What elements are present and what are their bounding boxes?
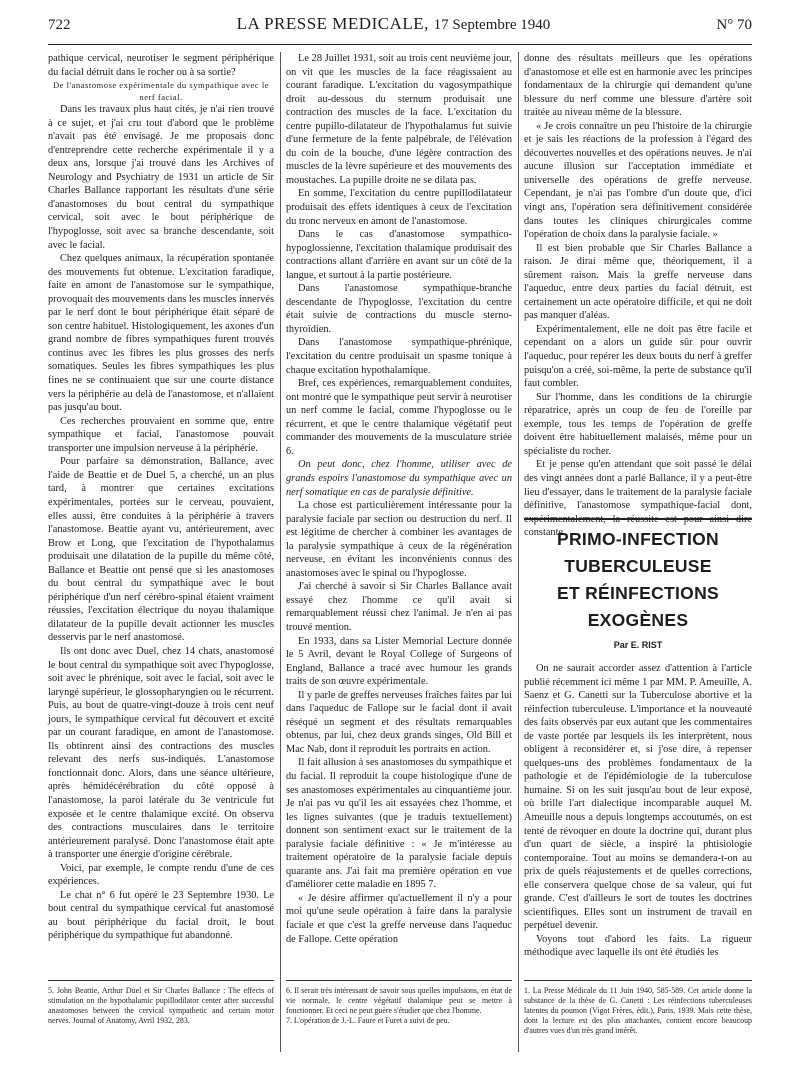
paragraph: Il est bien probable que Sir Charles Ballance a raison. Je dirai même que, théoriquement, il a sûrement raison. Mais la greffe nerveuse dans l'aqueduc, entre deux parties du facial détruit, est certainement un acte opératoire difficile, et qui ne doit pas manquer d'aléas. xyxy=(524,242,752,322)
article-title-line: PRIMO-INFECTION xyxy=(557,529,719,549)
paragraph: En 1933, dans sa Lister Memorial Lecture donnée le 5 Avril, devant le Royal College of Surgeons of England, Ballance a tracé avec humour les grands traits de son œuvre expérimentale. xyxy=(286,635,512,688)
paragraph: Voici, par exemple, le compte rendu d'une de ces expériences. xyxy=(48,862,274,888)
paragraph: On peut donc, chez l'homme, utiliser avec de grands espoirs l'anastomose du sympathique avec un nerf somatique en cas de paralysie définitive. xyxy=(286,459,512,498)
paragraph: Bref, ces expériences, remarquablement conduites, ont montré que le sympathique peut servir à neurotiser un nerf comme le facial, comme l'hypoglosse ou le récurrent, et que le centre thalamique végétatif peut commander des mouvements de la musculature striée 6. xyxy=(286,378,512,457)
paragraph: Ils ont donc avec Duel, chez 14 chats, anastomosé le bout central du sympathique soit avec l'hypoglosse, soit avec le phrénique, soit avec le facial, soit avec le laryngé supérieur, le glossopharyngien ou le récurrent. Puis, au bout de quatre-vingt-douze à trois cent neuf jours, le sympathique cervical fut découvert et excité par un courant faradique, en amont de l'anastomose. Ils obtinrent ainsi des contractions des muscles relevant des nerfs sus-indiqués. L'anastomose fonctionnait donc. Alors, dans une séance ultérieure, après hémidécérébration du côté opposé à l'anastomose, la paroi latérale du 3e ventricule fut exposée et le centre thalamique excité. On observa des contractions musculaires dans le territoire antérieurement paralysé. Donc l'anastomose était apte à transporter une énergie d'origine cérébrale. xyxy=(48,645,274,861)
footnote: 6. Il serait très intéressant de savoir sous quelles impulsions, en état de vie normale, le centre végétatif thalamique peut se mettre à fonctionner. Et ceci ne peut guère s'étudier que chez l'homme. xyxy=(286,986,512,1016)
article-title-line: TUBERCULEUSE xyxy=(564,556,712,576)
masthead xyxy=(237,14,551,34)
paragraph: J'ai cherché à savoir si Sir Charles Ballance avait essayé chez l'homme ce qu'il avait si remarquablement réussi chez l'animal. Je n'en ai pas trouvé mention. xyxy=(286,581,512,633)
paragraph: donne des résultats meilleurs que les opérations d'anastomose et elle est en harmonie avec les principes fondamentaux de la chirurgie qui demandent qu'une blessure du nerf comme une blessure d'artère soit traitée au niveau même de la blessure. xyxy=(524,53,752,119)
footnote-rule xyxy=(286,980,512,981)
paragraph: Pour parfaire sa démonstration, Ballance, avec l'aide de Beattie et de Duel 5, a cherché, un an plus tard, à montrer que certaines excitations expérimentales, portées sur le cerveau, pouvaient, elles aussi, être conduites à la périphérie à travers l'anastomose. Beattie ayant vu, antérieurement, avec Brow et Long, que l'excitation de l'hypothalamus produisait une dilatation de la pupille du même côté, Ballance et Beattie ont pensé que si les anastomoses du bout central du sympathique avec le bout périphérique d'un nerf cérébro-spinal étaient vraiment réussies, l'excitation électrique du noyau thalamique dilatateur de la pupille devait actionner les muscles desservis par le nerf anastomosé. xyxy=(48,456,274,644)
paragraph: Le chat n° 6 fut opéré le 23 Septembre 1930. Le bout central du sympathique cervical fut anastomosé au bout périphérique du facial droit, le bout périphérique du sympathique fut abandonné. xyxy=(48,889,274,942)
paragraph: Dans l'anastomose sympathique-phrénique, l'excitation du centre produisait un spasme tonique à chaque excitation hypothalamique. xyxy=(286,337,512,376)
paragraph: Il fait allusion à ses anastomoses du sympathique et du facial. Il reproduit la coupe histologique d'une de ses anastomoses expérimentales au cinquantième jour. Je n'ai pas vu qu'il les ait essayées chez l'homme, et les lignes suivantes (que je traduis textuellement) donnent son sentiment exact sur le traitement de la paralysie faciale définitive : « Je m'intéresse au traitement opératoire de la paralysie faciale depuis quarante ans. J'ai fait ma première opération en vue d'améliorer cette maladie en 1895 7. xyxy=(286,757,512,891)
footnote: 1. La Presse Médicale du 11 Juin 1940, 585-589. Cet article donne la substance de la thèse de G. Canetti : Les réinfections tuberculeuses latentes du poumon (Vigot Frères, édit.), Paris, 1939. Mais cette thèse, dont la lecture est des plus attachantes, contient encore beaucoup d'autres vues d'un très grand intérêt. xyxy=(524,986,752,1036)
footnote-rule xyxy=(524,980,752,981)
column-divider xyxy=(280,52,281,1052)
article-body xyxy=(524,662,752,1002)
paragraph: Le 28 Juillet 1931, soit au trois cent neuvième jour, on vit que les muscles de la face réagissaient au courant faradique. L'excitation du vagosympathique droit au-dessous du sternum produisait une contraction des muscles de la face. L'excitation du centre pupillo-dilatateur de l'hypothalamus fut suivie d'une fermeture de la fente palpébrale, de l'élévation du coin de la bouche, d'une légère contraction des muscles de la lèvre supérieure et des mouvements des moustaches. La pupille droite ne se dilata pas. xyxy=(286,53,512,186)
column-divider xyxy=(518,52,519,1052)
column-2 xyxy=(286,52,512,945)
article-rule xyxy=(524,518,752,520)
header-rule xyxy=(48,44,752,45)
journal-title: LA PRESSE MEDICALE, xyxy=(236,14,429,33)
footnote-rule xyxy=(48,980,274,981)
issue-number: N° 70 xyxy=(716,17,752,33)
footnote: 5. John Beattie, Arthur Duel et Sir Charles Ballance : The effects of stimulation on the hypothalamic pupillodilator center after successful anastomoses between the cervical sympathetic and certain motor nerves. Journal of Anatomy, Avril 1932, 283. xyxy=(48,986,274,1026)
paragraph: pathique cervical, neurotiser le segment périphérique du facial détruit dans le rocher ou à sa sortie? xyxy=(48,53,274,78)
paragraph: « Je désire affirmer qu'actuellement il n'y a pour moi qu'une seule opération à faire dans la paralysie faciale et que c'est la greffe nerveuse dans l'aqueduc de Fallope. Cette opération xyxy=(286,892,512,945)
paragraph: On ne saurait accorder assez d'attention à l'article publié récemment ici même 1 par MM. P. Ameuille, A. Saenz et G. Canetti sur la Tuberculose abortive et la réinfection tuberculeuse. L'importance et la nouveauté des faits observés par eux autant que les commentaires de vaste portée par lesquels ils les interprètent, nous obligent à reconsidérer et, si j'ose dire, à repenser quelques-uns des problèmes fondamentaux de la pathologie et de l'épidémiologie de la tuberculose humaine. Si on les suit jusqu'au bout de leur exposé, où brille l'art dialectique incomparable auquel M. Ameuille nous a depuis longtemps accoutumés, on est tenté de révoquer en doute la doctrine qui, durant plus d'un quart de siècle, a inspiré la phtisiologie contemporaine. Tout au moins se demandera-t-on au prix de quels réajustements et de quelles corrections, elle conservera quelque chose de sa valeur, qui fut grande. C'est d'ailleurs le sort de toutes les doctrines scientifiques. Elles sont un instrument de travail en perpétuel devenir. xyxy=(524,663,752,932)
page-number: 722 xyxy=(48,17,71,33)
footnotes-col2 xyxy=(286,986,512,1026)
paragraph: Ces recherches prouvaient en somme que, entre sympathique et facial, l'anastomose pouvait transporter une impulsion nerveuse à la périphérie. xyxy=(48,415,274,454)
paragraph: Dans l'anastomose sympathique-branche descendante de l'hypoglosse, l'excitation du centre était suivie de contractions du muscle sterno-thyroïdien. xyxy=(286,283,512,335)
column-1 xyxy=(48,52,274,942)
footnotes-col1 xyxy=(48,986,274,1026)
paragraph: Dans les travaux plus haut cités, je n'ai rien trouvé à ce sujet, et j'ai cru tout d'abord que le problème n'avait pas été envisagé. Je me proposais donc d'entreprendre cette recherche expérimentale il y a deux ans, lorsque j'ai trouvé dans les Archives of Neurology and Psychiatry de 1931 un article de Sir Charles Ballance rapportant les résultats d'une série d'anastomoses du bout central du sympathique cervical, soit avec le bout périphérique de l'hypoglosse, soit avec sa branche descendante, soit avec le facial. xyxy=(48,104,274,251)
section-heading: De l'anastomose expérimentale du sympathique avec le nerf facial. xyxy=(52,80,270,103)
article-block xyxy=(524,518,752,1002)
paragraph: Expérimentalement, elle ne doit pas être facile et cependant on a alors un guide sûr pour ouvrir l'aqueduc, pour repérer les deux bouts du nerf à greffer puisqu'on a créé, soi-même, la perte de substance qu'il faut combler. xyxy=(524,323,752,390)
footnotes-col3 xyxy=(524,986,752,1036)
paragraph: Voyons tout d'abord les faits. La rigueur méthodique avec laquelle ils ont été étudiés les xyxy=(524,933,752,959)
paragraph: Il y parle de greffes nerveuses fraîches faites par lui dans l'aqueduc de Fallope sur le facial dont il avait réséqué un segment et des résultats remarquables obtenus, par lui, chez deux grands singes, Old Bill et Mac Nab, dont il reproduit les portraits en action. xyxy=(286,689,512,755)
page-header xyxy=(48,14,752,42)
issue-date: 17 Septembre 1940 xyxy=(433,17,551,33)
paragraph: Sur l'homme, dans les conditions de la chirurgie réparatrice, après un coup de feu de l'oreille par exemple, tous les temps de l'opération de greffe doivent être habituellement malaisés, même pour un spécialiste du rocher. xyxy=(524,391,752,457)
article-author: Par E. RIST xyxy=(613,640,663,650)
paragraph: « Je crois connaître un peu l'histoire de la chirurgie et je sais les réactions de la profession à l'égard des découvertes nouvelles et des opérations neuves. Je n'ai aucune illusion sur l'acceptation immédiate et universelle des opérations de greffe nerveuse. Cependant, je n'ai pas l'ombre d'un doute que, d'ici vingt ans, l'opération sera définitivement considérée dans toutes les cliniques chirurgicales comme l'opération de choix dans la paralysie faciale. » xyxy=(524,120,752,241)
paragraph: Chez quelques animaux, la récupération spontanée des mouvements fut obtenue. L'excitation faradique, faite en amont de l'anastomose sur le sympathique, provoquait des mouvements dans les muscles innervés par le nerf dont le bout périphérique était séparé de son centre habituel. Histologiquement, les axones d'un grand nombre de fibres sympathiques furent trouvés continus avec les fibres les plus grosses des nerfs somatiques. Seules les fibres sympathiques les plus fines ne se continuaient que sur une courte distance vers la périphérie au delà de l'anastomose, et n'allaient pas jusqu'au bout. xyxy=(48,253,274,414)
article-title-line: ET RÉINFECTIONS EXOGÈNES xyxy=(556,583,719,630)
paragraph: En somme, l'excitation du centre pupillodilatateur produisait des effets identiques à ceux de l'excitation du tronc nerveux en amont de l'anastomose. xyxy=(286,188,512,227)
paragraph: Et je pense qu'en attendant que soit passé le délai des vingt années dont a parlé Ballance, il y a peut-être lieu d'essayer, dans le traitement de la paralysie faciale définitive, l'anastomose sympathique-facial dont, expérimentalement, la réussite est pour ainsi dire constante. xyxy=(524,459,752,539)
paragraph: Dans le cas d'anastomose sympathico-hypoglossienne, l'excitation thalamique produisait des contractions allant d'arrière en avant sur un côté de la langue, et surtout à la partie postérieure. xyxy=(286,229,512,281)
paragraph: La chose est particulièrement intéressante pour la paralysie faciale par section ou destruction du nerf. Il est légitime de chercher à combiner les avantages de la paralysie sympathique à ceux de la régénération nerveuse, en évitant les inconvénients connus des anastomoses avec le spinal ou l'hypoglosse. xyxy=(286,500,512,579)
article-title xyxy=(524,526,752,634)
footnote: 7. L'opération de J.-L. Faure et Furet a suivi de peu. xyxy=(286,1016,450,1026)
